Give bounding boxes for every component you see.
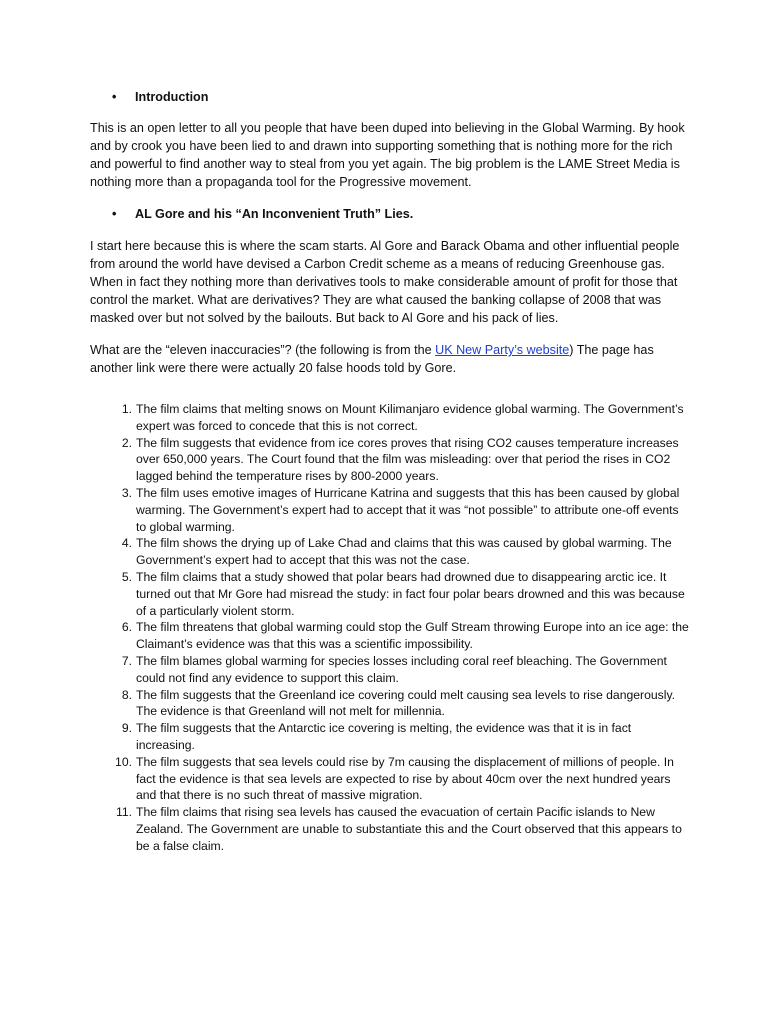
list-item-text: The film threatens that global warming could stop the Gulf Stream throwing Europe into an ice age: the Claimant’s evidence was that this was a scientific impossibility. [136,620,689,652]
list-item-text: The film suggests that sea levels could rise by 7m causing the displacement of millions of people. In fact the evidence is that sea levels are expected to rise by about 40cm over the next hundred years and that there is no such threat of massive migration. [136,754,674,803]
eleven-text-after: ) The page has another link were there were actually 20 false hoods told by Gore. [90,343,654,375]
list-item [90,401,690,435]
list-item [90,569,690,619]
list-item [90,535,690,569]
inaccuracies-list [90,401,690,855]
list-item-text: The film claims that rising sea levels has caused the evacuation of certain Pacific islands to New Zealand. The Government are unable to substantiate this and the Court observed that this appears to be a false claim. [136,805,682,853]
list-item-text: The film claims that a study showed that polar bears had drowned due to disappearing arctic ice. It turned out that Mr Gore had misread the study: in fact four polar bears drowned and this was because of a particularly violent storm. [136,569,685,618]
list-item [90,653,690,687]
list-item-number: 6. [121,620,132,635]
list-item [90,687,690,721]
list-item-text: The film shows the drying up of Lake Chad and claims that this was caused by global warming. The Government’s expert had to accept that this was not the case. [136,536,672,568]
heading-introduction-text: Introduction [135,90,209,104]
gore-paragraph: I start here because this is where the scam starts. Al Gore and Barack Obama and other influential people from around the world have devised a Carbon Credit scheme as a means of reducing Greenhouse gas. When in fact they nothing more than derivatives tools to make considerable amount of profit for those that control the market. What are derivatives? They are what caused the banking collapse of 2008 that was masked over but not solved by the bailouts. But back to Al Gore and his pack of lies. [90,239,680,325]
list-item [90,435,690,485]
uk-new-party-website-link[interactable]: UK New Party’s website [435,343,570,357]
list-item-text: The film suggests that the Antarctic ice covering is melting, the evidence was that it is in fact increasing. [136,721,632,752]
eleven-inaccuracies-paragraph [90,341,690,377]
list-item-number: 9. [121,721,132,736]
list-item [90,754,690,804]
document-page [90,88,690,855]
heading-al-gore-text: AL Gore and his “An Inconvenient Truth” Lies. [135,207,414,221]
list-item-number: 8. [121,687,132,702]
list-item-number: 11. [115,805,132,820]
bullet-icon: • [112,90,117,104]
heading-al-gore [90,205,690,223]
list-item-text: The film suggests that evidence from ice cores proves that rising CO2 causes temperature increases over 650,000 years. The Court found that the film was misleading: over that period the rises in CO2 lagged behind the temperature rises by 800-2000 years. [136,435,679,484]
list-item-number: 3. [121,485,132,500]
list-item-number: 4. [121,536,132,551]
list-item-text: The film suggests that the Greenland ice covering could melt causing sea levels to rise dangerously. The evidence is that Greenland will not melt for millennia. [136,687,676,719]
list-item-number: 2. [121,435,132,450]
bullet-icon: • [112,207,117,221]
list-item-text: The film uses emotive images of Hurricane Katrina and suggests that this has been caused by global warming. The Government’s expert had to accept that it was “not possible” to attribute one-off events to global warming. [136,485,680,534]
heading-introduction [90,88,690,106]
list-item-number: 7. [121,653,132,668]
eleven-text-before: What are the “eleven inaccuracies”? (the following is from the [90,343,436,357]
list-item-text: The film claims that melting snows on Mount Kilimanjaro evidence global warming. The Government’s expert was forced to concede that this is not correct. [136,402,684,433]
intro-paragraph: This is an open letter to all you people that have been duped into believing in the Global Warming. By hook and by crook you have been lied to and drawn into supporting something that is nothing more for the rich and powerful to find another way to steal from you yet again. The big problem is the LAME Street Media is nothing more than a propaganda tool for the Progressive movement. [90,121,685,189]
list-item [90,619,690,653]
list-item [90,804,690,854]
list-item-number: 10. [115,754,132,769]
list-item-text: The film blames global warming for species losses including coral reef bleaching. The Government could not find any evidence to support this claim. [136,653,667,685]
list-item [90,485,690,535]
list-item-number: 1. [121,402,132,416]
list-item [90,720,690,754]
list-item-number: 5. [121,569,132,584]
